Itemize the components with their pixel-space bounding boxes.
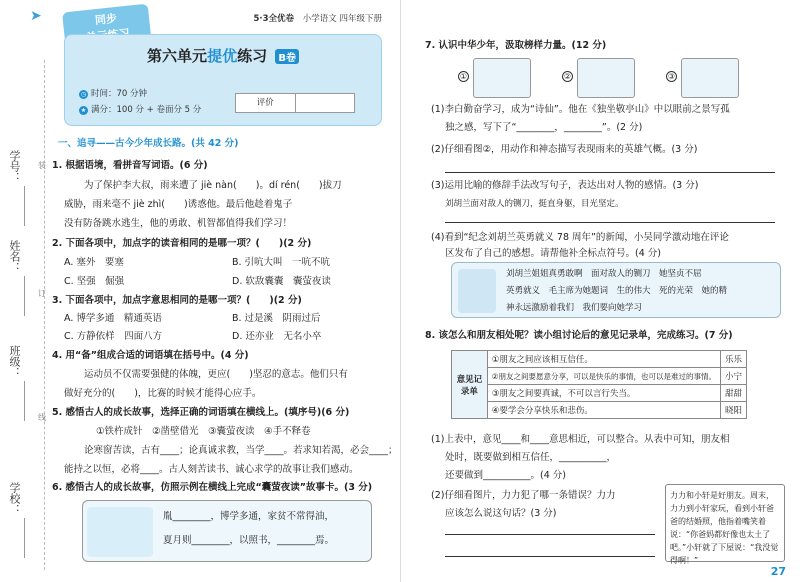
option: C. 方静依样 四面八方 [64, 331, 163, 342]
pic-number: ① [459, 72, 468, 81]
illustration-1 [459, 58, 531, 98]
q1-line: 没有防备跳水逃生，他的勇敢、机智都值得我们学习！ [64, 218, 293, 229]
title-banner [64, 34, 382, 126]
illustration-2 [563, 58, 635, 98]
school-label: 学校： [8, 482, 21, 515]
subject: 小学语文 [302, 14, 337, 24]
question-6: 6. 感悟古人的成长故事，仿照示例在横线上完成“囊萤夜读”故事卡。(3 分) [52, 482, 373, 493]
story-illustration [87, 507, 153, 557]
score-info [79, 103, 201, 115]
pic-number: ② [563, 72, 572, 81]
q5-options: ①铁杵成针 ②凿壁借光 ③囊萤夜读 ④手不释卷 [96, 426, 311, 437]
brand-name: 5·3全优卷 [253, 14, 295, 24]
record-label: 意见记录单 [452, 351, 488, 419]
option: D. 软敌囊囊 囊萤夜读 [232, 276, 331, 287]
q8-2: (2)仔细看图片，力力犯了哪一条错误？力力 [431, 490, 616, 501]
table-cell: ③朋友之间要真诚，不可以言行失当。 [487, 385, 720, 402]
table-cell: 甜甜 [720, 385, 746, 402]
table-row [452, 402, 747, 419]
comment-line: 英勇就义 毛主席为她题词 生的伟大 死的光荣 她的精 [506, 286, 728, 296]
name-line [24, 276, 25, 316]
record-table [451, 350, 747, 419]
right-page [400, 0, 800, 582]
comment-line: 神永远激励着我们 我们要向她学习 [506, 303, 643, 313]
q8-1: 还要做到__________。(4 分) [445, 470, 566, 481]
binding-mark: 装 [38, 161, 46, 170]
comment-card [451, 262, 781, 318]
option: B. 引吭大叫 一吭不吭 [232, 257, 331, 268]
answer-line[interactable] [445, 556, 655, 557]
option: C. 坚强 倔强 [64, 276, 125, 287]
question-1: 1. 根据语境，看拼音写词语。(6 分) [52, 160, 208, 171]
table-cell: ②朋友之间要愿意分享，可以是快乐的事情，也可以是难过的事情。 [487, 368, 720, 385]
table-cell: 晓阳 [720, 402, 746, 419]
q1-line: 威胁，雨来毫不 jiè zhì( )诱惑他。最后他趁着鬼子 [64, 199, 293, 210]
binding-gutter [0, 0, 58, 582]
option: D. 还亦业 无名小卒 [232, 331, 322, 342]
school-line [24, 518, 25, 558]
q7-4: 区发布了自己的感想。请帮他补全标点符号。(4 分) [445, 248, 661, 259]
illustration-3 [667, 58, 739, 98]
time-info [79, 87, 147, 99]
q7-1: (1)李白勤奋学习，成为“诗仙”。他在《独坐敬亭山》中以眼前之景写孤 [431, 104, 730, 115]
grade-field[interactable] [296, 94, 355, 112]
story-note: 力力和小轩是好朋友。周末，力力到小轩家玩，看到小轩爸爸的结婚照，他指着嘴笑着说：“你爸妈都好像也太土了吧。”小轩就了下屋说：“我没觉得啊！” [665, 484, 785, 562]
question-7: 7. 认识中华少年，汲取榜样力量。(12 分) [425, 40, 607, 51]
grade: 四年级下册 [339, 14, 382, 24]
student-no-label: 学号： [8, 150, 21, 183]
score-text: 满分：100 分 + 卷面分 5 分 [91, 105, 202, 115]
q8-1: 处时，既要做到相互信任，__________， [445, 452, 617, 463]
brand [254, 12, 383, 24]
q5-line: 能持之以恒，必将____。古人刻苦读书、诚心求学的故事让我们感动。 [64, 464, 359, 475]
time-text: 时间：70 分钟 [91, 89, 148, 99]
story-card [82, 500, 372, 562]
option: B. 过是溪 阴雨过后 [232, 313, 321, 324]
pic-number: ③ [667, 72, 676, 81]
q8-2: 应该怎么说这句话？(3 分) [445, 508, 557, 519]
table-row [452, 385, 747, 402]
student-no-line [24, 186, 25, 226]
grade-label: 评价 [236, 94, 296, 112]
binding-mark: 订 [38, 289, 46, 298]
option: A. 博学多通 精通英语 [64, 313, 162, 324]
answer-line[interactable] [445, 534, 655, 535]
q7-3-sentence: 刘胡兰面对敌人的铡刀，挺直身躯，目光坚定。 [445, 199, 624, 209]
title-highlight: 提优 [207, 47, 238, 65]
question-4: 4. 用“备”组成合适的词语填在括号中。(4 分) [52, 350, 249, 361]
option: A. 塞外 要塞 [64, 257, 124, 268]
table-cell: ④要学会分享快乐和悲伤。 [487, 402, 720, 419]
tag-line: 同步 [94, 11, 118, 28]
header-bar [64, 8, 388, 30]
title-suffix: 练习 [237, 47, 268, 65]
section-heading: 一、追寻——古今少年成长路。(共 42 分) [58, 138, 239, 149]
q7-4: (4)看到“纪念刘胡兰英勇就义 78 周年”的新闻，小吴同学激动地在评论 [431, 232, 729, 243]
q8-1: (1)上表中，意见____和____意思相近，可以整合。从表中可知，朋友相 [431, 434, 730, 445]
binding-mark: 线 [38, 413, 46, 422]
class-line [24, 381, 25, 421]
q5-line: 论寒窗苦读，古有____；论真诚求教，当学____。若求知若渴，必会____； [84, 445, 398, 456]
q4-line: 做好充分的( )，比赛的时候才能得心应手。 [64, 388, 262, 399]
question-5: 5. 感悟古人的成长故事，选择正确的词语填在横线上。(填序号)(6 分) [52, 407, 350, 418]
table-cell: ①朋友之间应该相互信任。 [487, 351, 720, 368]
level-badge: B卷 [275, 49, 299, 64]
title-prefix: 第六单元 [147, 47, 208, 65]
page-number: 27 [770, 565, 786, 578]
table-row [452, 368, 747, 385]
table-cell: 小宁 [720, 368, 746, 385]
name-label: 姓名： [8, 240, 21, 273]
star-icon: ★ [80, 107, 87, 114]
story-line: 夏月则________，以照书，________焉。 [163, 535, 335, 546]
comment-line: 刘胡兰姐姐真勇敢啊 面对敌人的铡刀 她坚贞不屈 [506, 269, 702, 279]
q7-2: (2)仔细看图②，用动作和神态描写表现雨来的英雄气概。(3 分) [431, 144, 698, 155]
question-3: 3. 下面各项中，加点字意思相同的是哪一项？( )(2 分) [52, 295, 302, 306]
q7-3: (3)运用比喻的修辞手法改写句子，表达出对人物的感情。(3 分) [431, 180, 699, 191]
table-cell: 乐乐 [720, 351, 746, 368]
q7-1: 独之感，写下了“________，________”。(2 分) [445, 122, 643, 133]
question-2: 2. 下面各项中，加点字的读音相同的是哪一项？( )(2 分) [52, 238, 312, 249]
student-avatar [458, 269, 496, 313]
clock-icon: ◷ [80, 91, 87, 98]
answer-line[interactable] [445, 172, 775, 173]
page-title [65, 45, 381, 66]
table-row [452, 351, 747, 368]
answer-line[interactable] [445, 222, 775, 223]
cut-line [44, 60, 45, 570]
grade-box [235, 93, 355, 113]
question-8: 8. 该怎么和朋友相处呢？读小组讨论后的意见记录单，完成练习。(7 分) [425, 330, 733, 341]
class-label: 班级： [8, 345, 21, 378]
q1-line: 为了保护李大叔，雨来遭了 jiè nàn( )。dí rén( )拔刀 [84, 180, 342, 191]
q4-line: 运动员不仅需要强健的体魄，更应( )坚忍的意志。他们只有 [84, 369, 348, 380]
rocket-icon: ➤ [30, 8, 42, 24]
story-line: 胤________，博学多通，家贫不常得油， [163, 511, 335, 522]
